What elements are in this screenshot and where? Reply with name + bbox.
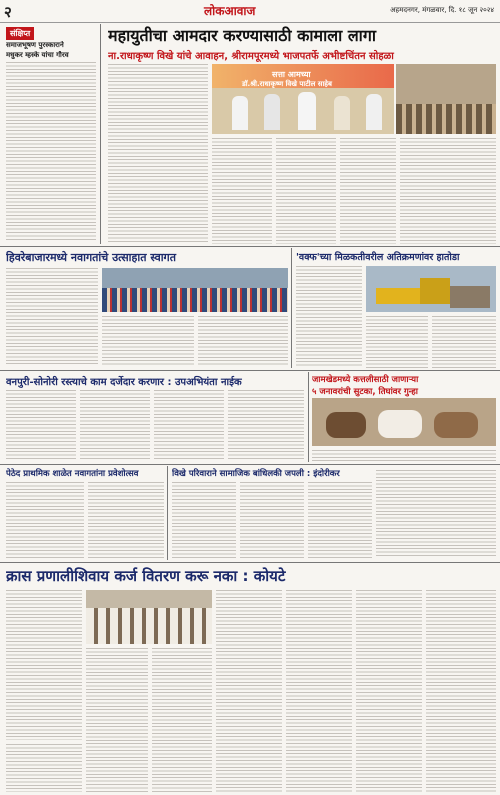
column-divider: [291, 248, 292, 368]
encroach-body-col1: [296, 266, 362, 368]
lead-body-col2: [212, 138, 272, 244]
lead-photo: [212, 64, 394, 134]
encroach-body-col2: [366, 316, 428, 368]
column-divider: [308, 372, 309, 462]
hiware-body-col3: [198, 316, 288, 366]
banner-name: डॉ.श्री.राधाकृष्ण विखे पाटील साहेब: [242, 80, 333, 88]
hiware-photo: [102, 268, 288, 312]
hiware-headline: हिवरेबाजारमध्ये नवागतांचे उत्साहात स्वागत: [6, 251, 177, 264]
cattle-photo: [312, 398, 496, 446]
road-body-col1: [6, 390, 76, 460]
hiware-body-col1: [6, 268, 98, 366]
section-divider: [0, 370, 500, 371]
loan-headline: क्रास प्रणालीशिवाय कर्ज वितरण करू नका : कोयटे: [6, 567, 286, 585]
dateline: अहमदनगर, मंगळवार, दि. १८ जून २०२४: [390, 6, 494, 14]
social-body-col2: [240, 482, 304, 558]
newspaper-logo: लोकआवाज: [204, 4, 256, 18]
school-headline: पेठेद प्राथमिक शाळेत नवागतांना प्रवेशोत्सव: [6, 469, 139, 479]
encroach-headline: 'वक्फ'च्या मिळकतीवरील अतिक्रमणांवर हातोडा: [296, 252, 460, 263]
crowd-photo: [396, 64, 496, 134]
loan-body-col5: [286, 590, 352, 792]
loan-body-col1: [6, 590, 82, 740]
column-divider: [100, 24, 101, 244]
school-body-col2: [88, 482, 164, 558]
theft-body: [312, 450, 496, 462]
loan-body-col4: [216, 590, 282, 792]
road-body-col2: [80, 390, 150, 460]
bulldozer-photo: [366, 266, 496, 312]
section-divider: [0, 464, 500, 465]
section-divider: [0, 246, 500, 247]
page-number: २: [4, 3, 12, 21]
banner-text: सत्ता आमच्या: [272, 70, 311, 79]
lead-body-col1: [108, 64, 208, 244]
loan-body-col6: [356, 590, 422, 792]
road-body-col3: [154, 390, 224, 460]
theft-headline: जामखेडमध्ये कत्तलीसाठी जाणाऱ्या: [312, 375, 419, 385]
loan-body-col2: [86, 648, 148, 792]
loan-body-col7: [426, 590, 496, 792]
sidebar-tag: संक्षिप्त: [6, 27, 34, 40]
loan-body-col3: [152, 648, 212, 792]
social-headline: विखे परिवाराने सामाजिक बांधिलकी जपली : इंदोरीकर: [172, 469, 340, 479]
theft-body-continued: [376, 470, 496, 558]
lead-body-col4: [340, 138, 396, 244]
lead-subheadline: ना.राधाकृष्ण विखे यांचे आवाहन, श्रीरामपूरमध्ये भाजपतर्फे अभीष्टचिंतन सोहळा: [108, 51, 394, 62]
brief-subtitle: मधुकर म्हस्के यांचा गौरव: [6, 51, 69, 59]
brief-title: समाजभूषण पुरस्काराने: [6, 41, 64, 49]
road-headline: वनपुरी-सोनोरी रस्त्याचे काम दर्जेदार करणार : उपअभियंता नाईक: [6, 377, 242, 388]
masthead-bar: [0, 0, 500, 23]
theft-headline-line2: ५ जनावरांची सुटका, तिघांवर गुन्हा: [312, 387, 418, 397]
lead-body-col5: [400, 138, 496, 244]
road-body-col4: [228, 390, 304, 460]
section-divider: [0, 562, 500, 563]
lead-headline: महायुतीचा आमदार करण्यासाठी कामाला लागा: [108, 26, 376, 45]
loan-photo: [86, 590, 212, 644]
column-divider: [167, 466, 168, 560]
school-body-col1: [6, 482, 84, 558]
loan-body-col1b: [6, 744, 82, 792]
lead-body-col3: [276, 138, 336, 244]
encroach-body-col3: [432, 316, 496, 368]
social-body-col3: [308, 482, 372, 558]
hiware-body-col2: [102, 316, 194, 366]
brief-body-text: [6, 62, 96, 242]
social-body-col1: [172, 482, 236, 558]
